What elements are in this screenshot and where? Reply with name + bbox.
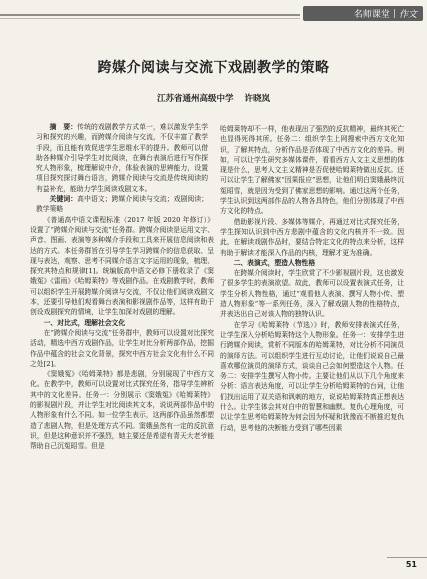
keywords-label: 关键词： [49, 195, 78, 204]
abstract-text: 传统的戏剧教学方式单一，难以激发学生学习和探究的兴趣，而跨媒介阅读与交流，不仅丰富了教学手段，而且能有效促进学生思维水平的提升。教师可以借助各种媒介引导学生对比阅读，在舞台表演后进行写作探究人物形象，梳理解说中介，体验表演的思辨能力，设置项目探究探讨舞台语言，跨媒介阅读与交流是传统阅读的有益补充，能助力学生阅读戏剧文本。 [36, 123, 209, 193]
keywords [30, 194, 214, 215]
keywords-text: 高中语文；跨媒介阅读与交流；戏剧阅读；教学策略 [36, 195, 209, 214]
header-rule [0, 14, 300, 16]
author-affiliation: 江苏省通州高级中学 [157, 94, 234, 104]
author-name: 许晓岚 [244, 94, 270, 104]
abstract [30, 122, 214, 194]
section1-paragraph: 《窦娥冤》《哈姆莱特》都是悲剧，分别展现了中西方文化。在教学中，教师可以设置对比式探究任务，指导学生辨析其中的文化差异。任务一：分别展示《窦娥冤》《哈姆莱特》的影视剧片段，并让学生对比阅读其文本，说说两部作品中的人物形象有什么不同。如一位学生表示，这两部作品虽然都塑造了悲剧人物，但是处理方式不同。窦娥虽然有一定的反抗意识，但是这种意识并不强烈，她主要还是希望有青天大老爷能帮助自己沉冤昭雪。但是 [30, 370, 214, 451]
page-number: 51 [405, 560, 417, 569]
column-tag [303, 6, 423, 21]
section1-summary-paragraph: 借助影视片段、多媒体等媒介，再通过对比式探究任务，学生探知认识到中西方悲剧中蕴含的文化内核并不一致。因此，在解读戏剧作品时，要结合特定文化的特点来分析，这样有助于解读才能深入作品的内核，理解才更为准确。 [220, 217, 404, 257]
abstract-label: 摘 要： [49, 123, 78, 131]
section-heading-1: 一、对比式，理解社会文化 [43, 318, 126, 327]
page-header [0, 0, 427, 22]
author-line [0, 92, 427, 104]
section-heading-2: 二、表演式，塑造人物性格 [233, 258, 316, 267]
continued-paragraph: 哈姆莱特却不一样，他表现出了强烈的反抗精神，最终其死亡也显得死得其所。任务二：组织学生上网搜索中西方文化知识，了解其特点，分析作品是否体现了中西方文化的差异。例如，可以让学生研究多媒体课件，看看西方人文主义思想的体现是什么，思考人文主义精神是否促使哈姆莱特做出反抗。还可以让学生了解佛家“因果报应”思想，让他们明白窦娥最终沉冤昭雪，就是因为受到了佛家思想的影响。通过这两个任务，学生认识到这两部作品的人物各具特色，他们分别体现了中西方文化的特点。 [220, 125, 404, 216]
section2-paragraph: 在跨媒介阅读时，学生欣赏了不少影视剧片段，这也激发了很多学生的表演欲望。故此，教师可以设置表演式任务，让学生分析人物性格，通过“观看他人表演、撰写人物小传、塑造人物形象”等一系列任务，深入了解戏剧人物的性格特点，并表达出自己对该人物的独特认识。 [220, 269, 404, 319]
section2-paragraph: 在学习《哈姆莱特（节选）》时，教师安排表演式任务，让学生深入分析哈姆莱特这个人物形象。任务一：安排学生进行跨媒介阅读，赏析不同版本的哈姆莱特，对比分析不同演员的演绎方法。可以组织学生进行互动讨论，让他们说说自己最喜欢哪位演员的演绎方式，谈谈自己会如何塑造这个人物。任务二：安排学生撰写人物小传。主要让他们从以下几个角度来分析：语言表达角度，可以让学生分析哈姆莱特的台词，让他们找出运用了双关语和讽刺的地方，说说哈姆莱特真正想表达什么。让学生体会其对白中的智慧和幽默。复仇心理角度，可以让学生思考哈姆莱特为何会因为怀疑和犹豫而不断推迟复仇行动，思考他的决断能力受到了哪些因素 [220, 320, 404, 432]
column-tag-script: 作文 [398, 10, 417, 20]
section1-paragraph: 在“跨媒介阅读与交流”任务群中，教师可以设置对比探究活动，精选中西方戏剧作品，让学生对比分析两部作品，挖掘作品中蕴含的社会文化背景，探究中西方社会文化有什么不同之处[2]。 [30, 328, 214, 368]
right-column [220, 124, 404, 433]
intro-paragraph: 《普通高中语文课程标准（2017 年版 2020 年修订）》设置了“跨媒介阅读与交流”任务群。跨媒介阅读是运用文字、声音、图画、表演等多种媒介手段和工具来开展信息阅读和表达的方式。本任务群旨在引导学生学习跨媒介的信息获取、呈现与表达，观察、思考不同媒介语言文字运用的现象，梳理、探究其特点和规律[1]。统编版高中语文必修下册收录了《窦娥冤》《雷雨》《哈姆莱特》等戏剧作品。在戏剧教学时，教师可以组织学生开展跨媒介阅读与交流，不仅让他们阅读戏剧文本，还要引导他们观看舞台表演和影视剧作品等，这样有助于创设戏剧探究的情境，让学生加深对戏剧的理解。 [30, 215, 214, 317]
left-column [30, 122, 214, 452]
column-tag-separator: | [392, 8, 396, 19]
header-rule-thin [0, 18, 300, 19]
article-title: 跨媒介阅读与交流下戏剧教学的策略 [97, 60, 330, 76]
column-name: 名师课堂 [353, 10, 390, 20]
